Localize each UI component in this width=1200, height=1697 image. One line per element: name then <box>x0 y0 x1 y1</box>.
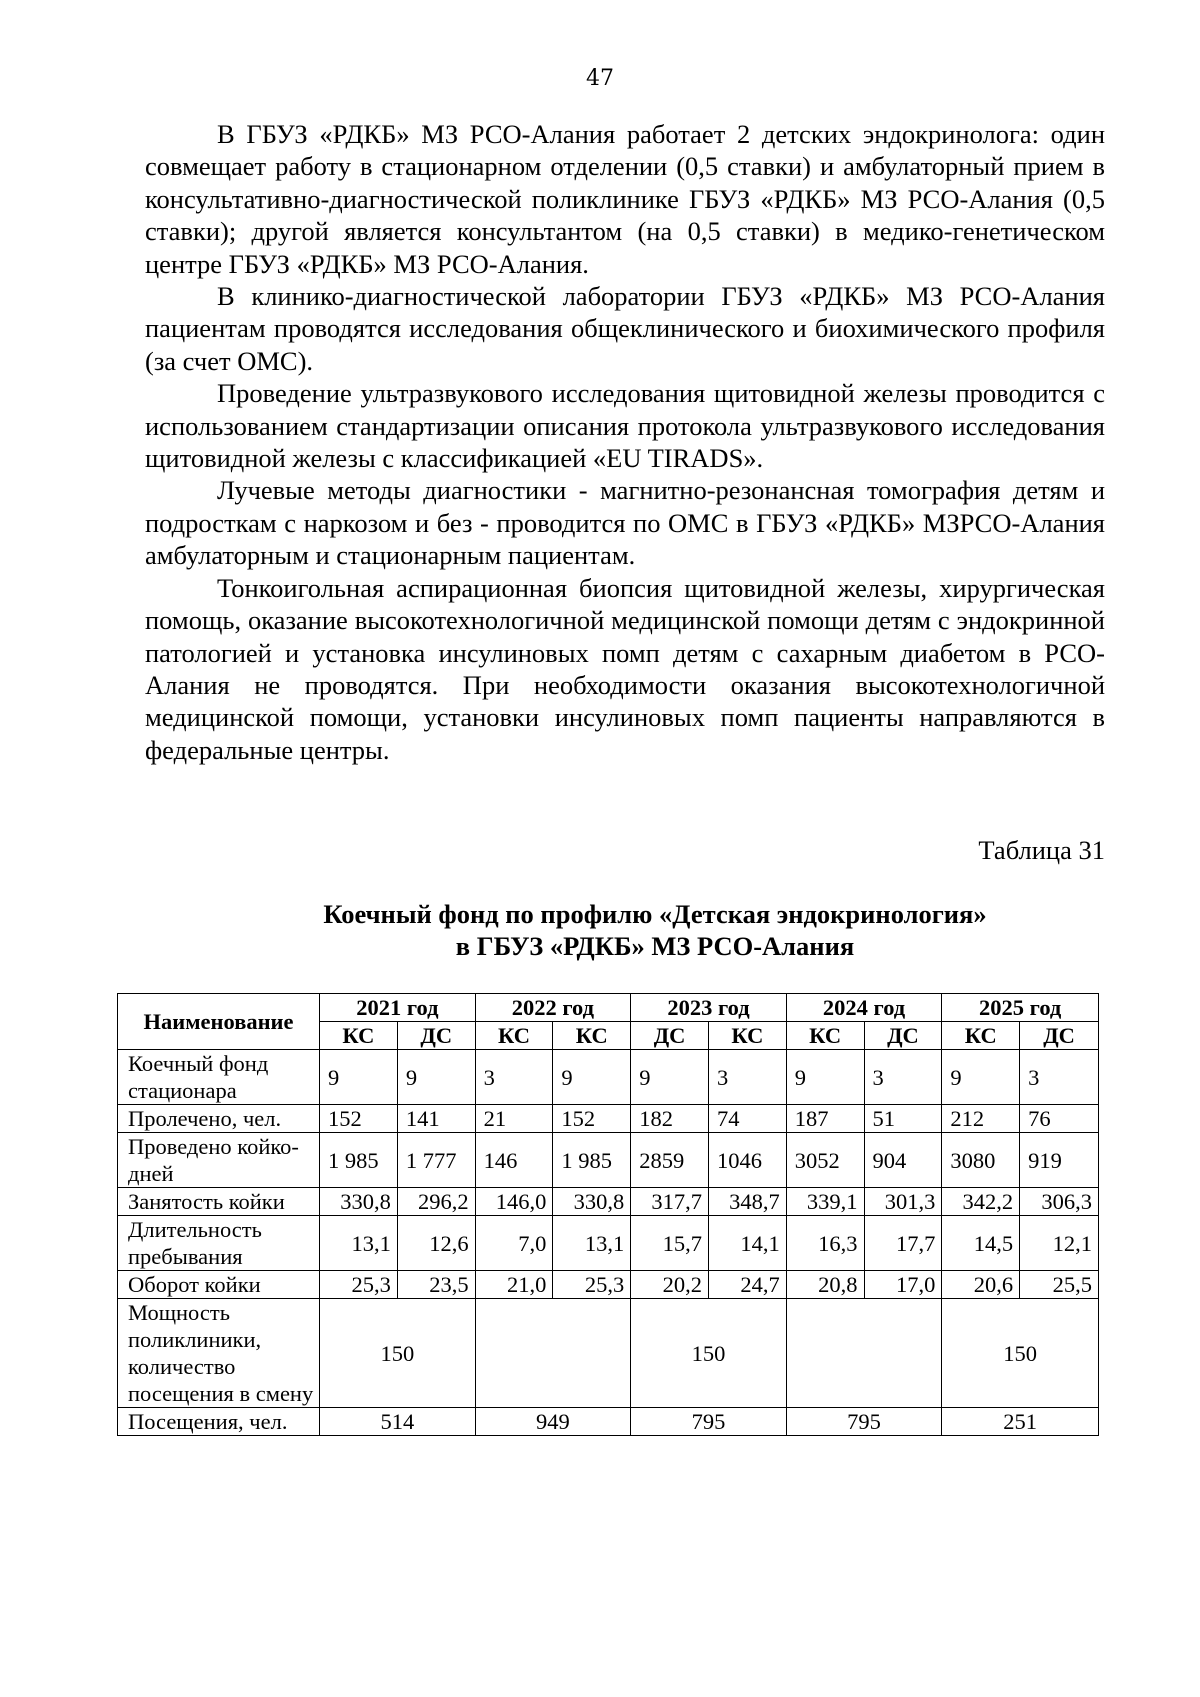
header-bed-type: ДС <box>397 1022 475 1050</box>
table-cell: 14,5 <box>942 1216 1020 1271</box>
table-cell: 251 <box>942 1408 1099 1436</box>
header-bed-type: КС <box>708 1022 786 1050</box>
row-label: Оборот койки <box>118 1271 320 1299</box>
row-label: Посещения, чел. <box>118 1408 320 1436</box>
row-label: Коечный фонд стационара <box>118 1050 320 1105</box>
table-cell: 21,0 <box>475 1271 553 1299</box>
table-cell: 17,7 <box>864 1216 942 1271</box>
table-title-line: Коечный фонд по профилю «Детская эндокринология» <box>323 899 987 929</box>
table-row <box>118 1105 1099 1133</box>
table-row <box>118 1408 1099 1436</box>
paragraph: Проведение ультразвукового исследования щитовидной железы проводится с использованием стандартизации описания протокола ультразвукового исследования щитовидной железы с классификацией «EU TIRADS». <box>145 378 1105 474</box>
table-cell: 1046 <box>708 1133 786 1188</box>
table-cell: 330,8 <box>320 1188 398 1216</box>
table-cell: 339,1 <box>786 1188 864 1216</box>
table-cell: 13,1 <box>320 1216 398 1271</box>
table-cell: 150 <box>631 1299 787 1408</box>
table-cell: 141 <box>397 1105 475 1133</box>
header-bed-type: КС <box>553 1022 631 1050</box>
table-row <box>118 1299 1099 1408</box>
paragraph: Лучевые методы диагностики - магнитно-резонансная томография детям и подросткам с наркозом и без - проводится по ОМС в ГБУЗ «РДКБ» МЗРСО-Алания амбулаторным и стационарным пациентам. <box>145 475 1105 571</box>
table-row <box>118 1050 1099 1105</box>
table-cell: 150 <box>942 1299 1099 1408</box>
table-cell: 795 <box>786 1408 942 1436</box>
table-cell <box>475 1299 631 1408</box>
body-text <box>145 118 1105 766</box>
header-year: 2024 год <box>786 994 942 1022</box>
table-cell: 74 <box>708 1105 786 1133</box>
table-cell <box>786 1299 942 1408</box>
table-cell: 330,8 <box>553 1188 631 1216</box>
table-title <box>0 898 1200 962</box>
table-cell: 16,3 <box>786 1216 864 1271</box>
table-cell: 795 <box>631 1408 787 1436</box>
table-cell: 9 <box>553 1050 631 1105</box>
table-cell: 514 <box>320 1408 476 1436</box>
table-cell: 301,3 <box>864 1188 942 1216</box>
table-cell: 2859 <box>631 1133 709 1188</box>
table-cell: 187 <box>786 1105 864 1133</box>
table-cell: 23,5 <box>397 1271 475 1299</box>
table-cell: 12,1 <box>1020 1216 1099 1271</box>
table-cell: 3052 <box>786 1133 864 1188</box>
header-year: 2025 год <box>942 994 1099 1022</box>
header-bed-type: ДС <box>1020 1022 1099 1050</box>
table-cell: 146,0 <box>475 1188 553 1216</box>
row-label: Занятость койки <box>118 1188 320 1216</box>
table-cell: 146 <box>475 1133 553 1188</box>
table-cell: 342,2 <box>942 1188 1020 1216</box>
table-cell: 20,6 <box>942 1271 1020 1299</box>
table-cell: 24,7 <box>708 1271 786 1299</box>
table-cell: 25,3 <box>320 1271 398 1299</box>
header-bed-type: КС <box>475 1022 553 1050</box>
table-cell: 3 <box>475 1050 553 1105</box>
table-cell: 51 <box>864 1105 942 1133</box>
table-cell: 20,8 <box>786 1271 864 1299</box>
table-cell: 212 <box>942 1105 1020 1133</box>
table-caption: Таблица 31 <box>978 835 1105 865</box>
table-cell: 14,1 <box>708 1216 786 1271</box>
table-cell: 152 <box>320 1105 398 1133</box>
table-cell: 25,3 <box>553 1271 631 1299</box>
table-cell: 20,2 <box>631 1271 709 1299</box>
table-cell: 9 <box>942 1050 1020 1105</box>
table-cell: 3080 <box>942 1133 1020 1188</box>
bed-fund-table <box>117 993 1099 1436</box>
table-cell: 9 <box>320 1050 398 1105</box>
table-cell: 12,6 <box>397 1216 475 1271</box>
table-cell: 3 <box>864 1050 942 1105</box>
table-cell: 76 <box>1020 1105 1099 1133</box>
table-row <box>118 1271 1099 1299</box>
page-number: 47 <box>586 66 614 91</box>
table-cell: 3 <box>1020 1050 1099 1105</box>
table-cell: 150 <box>320 1299 476 1408</box>
table-cell: 9 <box>631 1050 709 1105</box>
header-name: Наименование <box>118 994 320 1050</box>
table-cell: 306,3 <box>1020 1188 1099 1216</box>
header-bed-type: КС <box>786 1022 864 1050</box>
table-cell: 904 <box>864 1133 942 1188</box>
table-cell: 9 <box>786 1050 864 1105</box>
row-label: Пролечено, чел. <box>118 1105 320 1133</box>
header-bed-type: КС <box>320 1022 398 1050</box>
header-bed-type: ДС <box>864 1022 942 1050</box>
header-bed-type: КС <box>942 1022 1020 1050</box>
table-row <box>118 1188 1099 1216</box>
table-cell: 919 <box>1020 1133 1099 1188</box>
table-cell: 25,5 <box>1020 1271 1099 1299</box>
table-cell: 21 <box>475 1105 553 1133</box>
row-label: Мощность поликлиники, количество посещения в смену <box>118 1299 320 1408</box>
table-cell: 182 <box>631 1105 709 1133</box>
table-cell: 1 985 <box>553 1133 631 1188</box>
table-cell: 9 <box>397 1050 475 1105</box>
header-year: 2022 год <box>475 994 631 1022</box>
table-row <box>118 1133 1099 1188</box>
table-cell: 13,1 <box>553 1216 631 1271</box>
table-cell: 152 <box>553 1105 631 1133</box>
table-cell: 15,7 <box>631 1216 709 1271</box>
paragraph: Тонкоигольная аспирационная биопсия щитовидной железы, хирургическая помощь, оказание высокотехнологичной медицинской помощи детям с эндокринной патологией и установка инсулиновых помп детям с сахарным диабетом в РСО-Алания не проводятся. При необходимости оказания высокотехнологичной медицинской помощи, установки инсулиновых помп пациенты направляются в федеральные центры. <box>145 572 1105 765</box>
table-cell: 296,2 <box>397 1188 475 1216</box>
table-cell: 1 985 <box>320 1133 398 1188</box>
table-cell: 17,0 <box>864 1271 942 1299</box>
header-year: 2023 год <box>631 994 787 1022</box>
paragraph: В клинико-диагностической лаборатории ГБУЗ «РДКБ» МЗ РСО-Алания пациентам проводятся исследования общеклинического и биохимического профиля (за счет ОМС). <box>145 281 1105 376</box>
table-cell: 949 <box>475 1408 631 1436</box>
table-row <box>118 1216 1099 1271</box>
table-header-row <box>118 994 1099 1022</box>
row-label: Длительность пребывания <box>118 1216 320 1271</box>
table-cell: 317,7 <box>631 1188 709 1216</box>
header-bed-type: ДС <box>631 1022 709 1050</box>
table-cell: 3 <box>708 1050 786 1105</box>
table-cell: 1 777 <box>397 1133 475 1188</box>
row-label: Проведено койко-дней <box>118 1133 320 1188</box>
table-title-line: в ГБУЗ «РДКБ» МЗ РСО-Алания <box>455 931 855 961</box>
paragraph: В ГБУЗ «РДКБ» МЗ РСО-Алания работает 2 детских эндокринолога: один совмещает работу в стационарном отделении (0,5 ставки) и амбулаторный прием в консультативно-диагностической поликлинике ГБУЗ «РДКБ» МЗ РСО-Алания (0,5 ставки); другой является консультантом (на 0,5 ставки) в медико-генетическом центре ГБУЗ «РДКБ» МЗ РСО-Алания. <box>145 119 1105 279</box>
table-cell: 348,7 <box>708 1188 786 1216</box>
table-cell: 7,0 <box>475 1216 553 1271</box>
header-year: 2021 год <box>320 994 476 1022</box>
